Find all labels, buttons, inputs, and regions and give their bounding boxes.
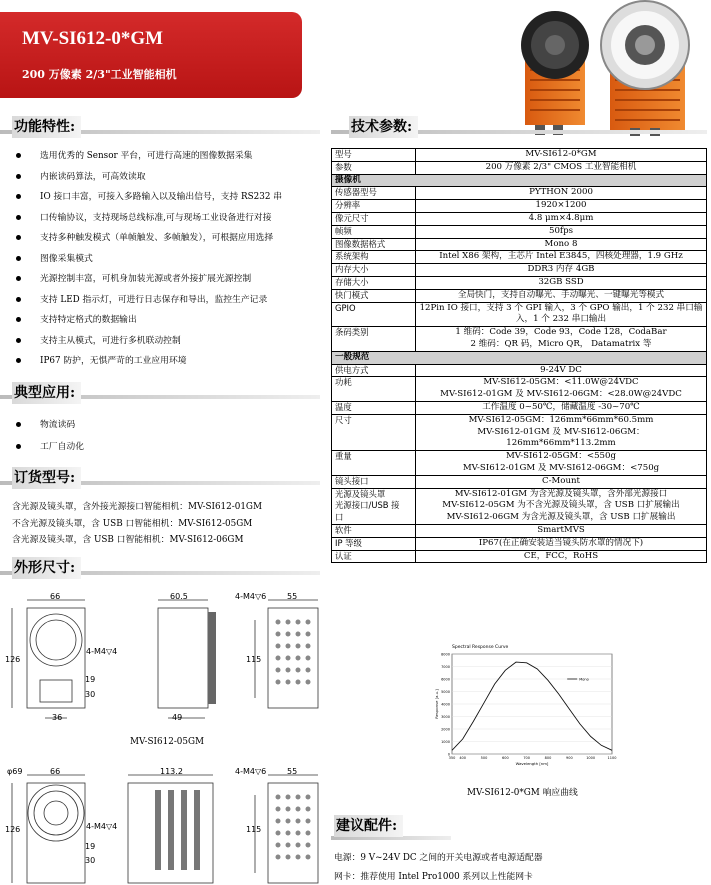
table-row: [332, 174, 707, 187]
table-row: [332, 327, 707, 352]
y-tick-label: 4000: [441, 702, 450, 707]
ordering-line: 不含光源及镜头罩，含 USB 口智能相机：MV-SI612-05GM: [12, 518, 253, 529]
table-cell-key: 快门模式: [332, 289, 416, 302]
x-tick-label: 600: [501, 756, 509, 760]
x-tick-label: 700: [523, 756, 531, 760]
table-cell-key: 功耗: [332, 377, 416, 402]
x-axis-label: Wavelength [nm]: [515, 761, 549, 766]
dim-label: 4-M4▽6: [235, 767, 267, 776]
y-tick-label: 1000: [441, 740, 450, 744]
list-item: 支持主从模式，可进行多机联动控制: [14, 331, 324, 352]
chart-caption: MV-SI612-0*GM 响应曲线: [467, 788, 578, 798]
dimension-drawing-01gm: [0, 765, 325, 885]
table-cell-key: 认证: [332, 550, 416, 563]
table-cell-value: IP67(在正确安装适当镜头防水罩的情况下): [416, 537, 707, 550]
dim-label: φ69: [7, 767, 23, 776]
camera-product-image: [505, 0, 711, 138]
section-title-applications: 典型应用:: [12, 382, 81, 404]
table-cell-key: 图像数据格式: [332, 238, 416, 251]
dim-label: 30: [85, 856, 96, 865]
table-row: [332, 351, 707, 364]
table-cell-value: Intel X86 架构，主芯片 Intel E3845，四核处理器，1.9 GHz: [416, 251, 707, 264]
accessory-nic: 网卡：推荐使用 Intel Pro1000 系列以上性能网卡: [334, 872, 533, 882]
dim-label: 60.5: [170, 592, 188, 601]
table-row: [332, 149, 707, 162]
table-cell-key: 供电方式: [332, 364, 416, 377]
table-cell-key: 软件: [332, 524, 416, 537]
list-item: IO 接口丰富，可接入多路输入以及输出信号，支持 RS232 串: [14, 187, 324, 208]
legend-label: Mono: [579, 677, 589, 682]
list-item: 支持多种触发模式（单帧触发、多帧触发），可根据应用选择: [14, 228, 324, 249]
table-row: [332, 200, 707, 213]
dim-label: 19: [85, 842, 96, 851]
table-cell-key: IP 等级: [332, 537, 416, 550]
y-tick-label: 7000: [441, 665, 450, 669]
table-cell-value: 4.8 μm×4.8μm: [416, 212, 707, 225]
table-cell-value: MV-SI612-05GM：<550g MV-SI612-01GM 及 MV-SI612-06GM：<750g: [416, 451, 707, 476]
chart-title: Spectral Response Curve: [452, 645, 509, 650]
table-row: [332, 488, 707, 524]
list-item: 支持 LED 指示灯，可进行日志保存和导出，监控生产记录: [14, 290, 324, 311]
x-tick-label: 500: [480, 756, 488, 760]
x-tick-label: 400: [459, 756, 467, 760]
table-row: [332, 238, 707, 251]
table-cell-value: MV-SI612-01GM 为含光源及镜头罩，含外部光源接口 MV-SI612-05GM 为不含光源及镜头罩，含 USB 口扩展输出 MV-SI612-06GM 为含光源及镜头罩，含 USB 口扩展输出: [416, 488, 707, 524]
dim-label: 49: [172, 713, 183, 722]
list-item: 工厂自动化: [14, 436, 84, 458]
y-tick-label: 2000: [441, 727, 450, 732]
table-group-header: 一般规范: [332, 351, 707, 364]
dim-label: 66: [50, 767, 61, 776]
table-row: [332, 251, 707, 264]
table-cell-key: 帧频: [332, 225, 416, 238]
table-cell-value: MV-SI612-0*GM: [416, 149, 707, 162]
table-cell-key: 像元尺寸: [332, 212, 416, 225]
y-tick-label: 0: [447, 752, 450, 757]
dim-label: 4-M4▽4: [86, 822, 118, 831]
table-row: [332, 225, 707, 238]
table-cell-key: 存储大小: [332, 276, 416, 289]
table-cell-value: MV-SI612-05GM：126mm*66mm*60.5mm MV-SI612-01GM 及 MV-SI612-06GM： 126mm*66mm*113.2mm: [416, 414, 707, 450]
series-line-mono: [452, 662, 612, 750]
table-cell-key: 分辨率: [332, 200, 416, 213]
list-item: 图像采集模式: [14, 249, 324, 270]
x-tick-label: 1100: [607, 756, 617, 760]
table-cell-value: 50fps: [416, 225, 707, 238]
dim-label: 115: [246, 655, 262, 664]
table-cell-value: 32GB SSD: [416, 276, 707, 289]
list-item: IP67 防护，无惧严苛的工业应用环境: [14, 351, 324, 372]
dim-label: 4-M4▽6: [235, 592, 267, 601]
dim-label: 36: [52, 713, 63, 722]
section-title-accessories: 建议配件:: [334, 815, 403, 837]
table-row: [332, 302, 707, 327]
table-group-header: 摄像机: [332, 174, 707, 187]
dim-label: 30: [85, 690, 96, 699]
table-row: [332, 451, 707, 476]
table-cell-key: 内存大小: [332, 264, 416, 277]
table-cell-key: 系统架构: [332, 251, 416, 264]
list-item: 支持特定格式的数据输出: [14, 310, 324, 331]
table-row: [332, 401, 707, 414]
x-tick-label: 900: [565, 756, 573, 760]
table-row: [332, 537, 707, 550]
spectral-response-chart: [432, 640, 618, 770]
dimension-drawing-05gm: [0, 590, 325, 735]
list-item: 口传输协议，支持现场总线标准,可与现场工业设备进行对接: [14, 208, 324, 229]
table-cell-value: CE，FCC，RoHS: [416, 550, 707, 563]
table-cell-value: DDR3 内存 4GB: [416, 264, 707, 277]
table-row: [332, 187, 707, 200]
table-cell-key: 尺寸: [332, 414, 416, 450]
ordering-line: 含光源及镜头罩，含 USB 口智能相机：MV-SI612-06GM: [12, 535, 244, 545]
table-cell-value: PYTHON 2000: [416, 187, 707, 200]
y-tick-label: 8000: [441, 652, 450, 657]
header-banner: [0, 12, 302, 98]
table-cell-value: 200 万像素 2/3" CMOS 工业智能相机: [416, 161, 707, 174]
table-row: [332, 524, 707, 537]
dim-label: 55: [287, 767, 298, 776]
table-cell-value: C-Mount: [416, 475, 707, 488]
table-cell-key: 温度: [332, 401, 416, 414]
y-tick-label: 6000: [441, 677, 450, 682]
table-row: [332, 414, 707, 450]
ordering-list: [12, 499, 262, 549]
x-tick-label: 800: [544, 756, 552, 760]
list-item: 光源控制丰富，可机身加装光源或者外接扩展光源控制: [14, 269, 324, 290]
product-subtitle: 200 万像素 2/3"工业智能相机: [22, 68, 177, 81]
table-cell-key: 光源及镜头罩 光源接口/USB 接 口: [332, 488, 416, 524]
table-cell-value: 工作温度 0~50℃，储藏温度 -30~70℃: [416, 401, 707, 414]
table-cell-key: 参数: [332, 161, 416, 174]
drawing-caption: MV-SI612-05GM: [130, 737, 205, 747]
table-row: [332, 264, 707, 277]
table-cell-key: 传感器型号: [332, 187, 416, 200]
y-tick-label: 3000: [441, 715, 450, 719]
table-row: [332, 377, 707, 402]
feature-list: [14, 146, 324, 372]
table-cell-value: SmartMVS: [416, 524, 707, 537]
dim-label: 115: [246, 825, 262, 834]
table-row: [332, 475, 707, 488]
table-cell-key: GPIO: [332, 302, 416, 327]
list-item: 物流读码: [14, 414, 84, 436]
dim-label: 126: [5, 655, 21, 664]
y-axis-label: Response [a.u.]: [434, 689, 439, 719]
table-cell-key: 条码类别: [332, 327, 416, 352]
table-cell-key: 镜头接口: [332, 475, 416, 488]
x-tick-label: 1000: [586, 756, 596, 760]
table-cell-value: 1920×1200: [416, 200, 707, 213]
product-title: MV-SI612-0*GM: [22, 28, 164, 49]
table-row: [332, 161, 707, 174]
table-row: [332, 212, 707, 225]
dim-label: 4-M4▽4: [86, 647, 118, 656]
application-list: [14, 414, 84, 458]
table-cell-value: 1 维码：Code 39，Code 93，Code 128，CodaBar 2 维码：QR 码，Micro QR， Datamatrix 等: [416, 327, 707, 352]
table-cell-key: 型号: [332, 149, 416, 162]
list-item: 内嵌读码算法，可高效读取: [14, 167, 324, 188]
section-title-features: 功能特性:: [12, 116, 81, 138]
ordering-line: 含光源及镜头罩，含外接光源接口智能相机：MV-SI612-01GM: [12, 502, 262, 512]
section-title-ordering: 订货型号:: [12, 467, 81, 489]
accessory-power: 电源：9 V~24V DC 之间的开关电源或者电源适配器: [334, 853, 543, 863]
dim-label: 126: [5, 825, 21, 834]
table-row: [332, 289, 707, 302]
dim-label: 66: [50, 592, 61, 601]
table-cell-value: MV-SI612-05GM：<11.0W@24VDC MV-SI612-01GM 及 MV-SI612-06GM：<28.0W@24VDC: [416, 377, 707, 402]
list-item: 选用优秀的 Sensor 平台，可进行高速的图像数据采集: [14, 146, 324, 167]
table-cell-value: 全局快门，支持自动曝光、手动曝光、一键曝光等模式: [416, 289, 707, 302]
table-row: [332, 364, 707, 377]
section-title-specs: 技术参数:: [349, 116, 418, 138]
x-tick-label: 350: [448, 756, 456, 760]
table-row: [332, 276, 707, 289]
table-cell-key: 重量: [332, 451, 416, 476]
section-title-dimensions: 外形尺寸:: [12, 557, 81, 579]
table-cell-value: 9-24V DC: [416, 364, 707, 377]
spec-table: [331, 148, 707, 563]
table-cell-value: 12Pin IO 接口，支持 3 个 GPI 输入，3 个 GPO 输出，1 个 232 串口输入，1 个 232 串口输出: [416, 302, 707, 327]
table-row: [332, 550, 707, 563]
dim-label: 55: [287, 592, 298, 601]
dim-label: 113.2: [160, 767, 183, 776]
table-cell-value: Mono 8: [416, 238, 707, 251]
y-tick-label: 5000: [441, 690, 450, 694]
dim-label: 19: [85, 675, 96, 684]
